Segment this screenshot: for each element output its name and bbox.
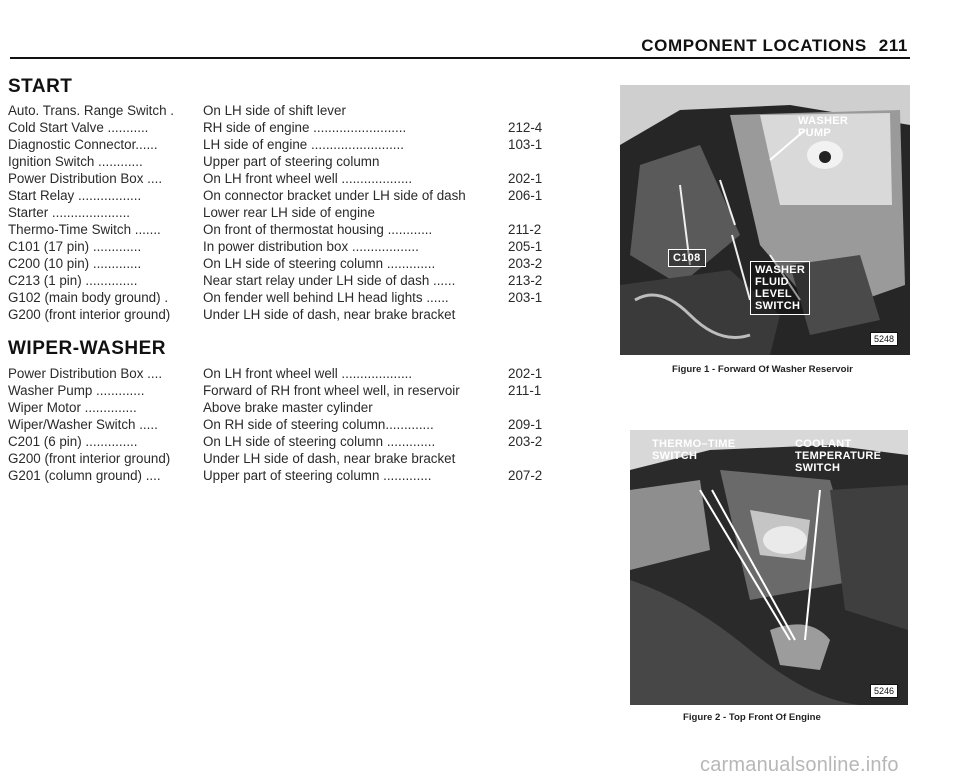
- component-name: Power Distribution Box ....: [8, 171, 163, 186]
- component-name: Starter .....................: [8, 205, 131, 220]
- label-coolant-temperature-switch: COOLANT TEMPERATURE SWITCH: [795, 438, 882, 474]
- component-name: Thermo-Time Switch .......: [8, 222, 161, 237]
- page-header: [641, 36, 908, 56]
- component-location: Upper part of steering column: [203, 154, 380, 169]
- component-page: 202-1: [508, 366, 543, 381]
- component-location: Under LH side of dash, near brake bracket: [203, 307, 456, 322]
- header-rule: [10, 57, 910, 59]
- component-entry: [8, 119, 568, 136]
- component-page: 213-2: [508, 273, 543, 288]
- figure-2-photo-number: 5246: [870, 684, 898, 698]
- component-entry: [8, 382, 568, 399]
- component-name: G102 (main body ground) .: [8, 290, 169, 305]
- component-location: On LH side of shift lever: [203, 103, 346, 118]
- component-entry: [8, 416, 568, 433]
- label-washer-pump: WASHER PUMP: [798, 115, 849, 139]
- component-location: On front of thermostat housing ............: [203, 222, 433, 237]
- component-entry: [8, 255, 568, 272]
- page-title: COMPONENT LOCATIONS: [641, 36, 867, 55]
- component-name: Auto. Trans. Range Switch .: [8, 103, 174, 118]
- component-page: 206-1: [508, 188, 543, 203]
- component-entry: [8, 399, 568, 416]
- component-entry: [8, 365, 568, 382]
- section-title-start: START: [8, 76, 73, 97]
- component-entry: [8, 272, 568, 289]
- component-entry: [8, 187, 568, 204]
- component-entry: [8, 136, 568, 153]
- component-name: C200 (10 pin) .............: [8, 256, 142, 271]
- component-location: LH side of engine .........................: [203, 137, 404, 152]
- start-entries: [8, 102, 568, 323]
- page-number: 211: [878, 36, 908, 55]
- component-name: Ignition Switch ............: [8, 154, 143, 169]
- component-name: Power Distribution Box ....: [8, 366, 163, 381]
- component-entry: [8, 306, 568, 323]
- component-entry: [8, 433, 568, 450]
- label-thermo-time-switch: THERMO–TIME SWITCH: [652, 438, 736, 462]
- component-location: Upper part of steering column .............: [203, 468, 432, 483]
- component-name: C201 (6 pin) ..............: [8, 434, 138, 449]
- component-page: 203-1: [508, 290, 543, 305]
- component-location: On connector bracket under LH side of dash: [203, 188, 466, 203]
- component-name: G201 (column ground) ....: [8, 468, 161, 483]
- wiper-washer-entries: [8, 365, 568, 484]
- component-entry: [8, 153, 568, 170]
- component-location: On RH side of steering column.............: [203, 417, 434, 432]
- component-name: Wiper Motor ..............: [8, 400, 137, 415]
- component-location: Forward of RH front wheel well, in reservoir: [203, 383, 460, 398]
- component-entry: [8, 204, 568, 221]
- figure-1-photo: [620, 85, 910, 355]
- component-location: On LH side of steering column .............: [203, 256, 436, 271]
- component-name: C101 (17 pin) .............: [8, 239, 142, 254]
- component-entry: [8, 170, 568, 187]
- component-name: Wiper/Washer Switch .....: [8, 417, 158, 432]
- component-entry: [8, 450, 568, 467]
- component-location: Under LH side of dash, near brake bracket: [203, 451, 456, 466]
- component-location: RH side of engine .........................: [203, 120, 407, 135]
- component-name: Diagnostic Connector......: [8, 137, 158, 152]
- component-entry: [8, 221, 568, 238]
- component-name: C213 (1 pin) ..............: [8, 273, 138, 288]
- component-name: G200 (front interior ground): [8, 451, 171, 466]
- component-page: 203-2: [508, 434, 543, 449]
- component-page: 211-2: [508, 222, 542, 237]
- label-washer-fluid-switch: WASHER FLUID LEVEL SWITCH: [750, 261, 810, 315]
- component-page: 103-1: [508, 137, 543, 152]
- component-location: Near start relay under LH side of dash ......: [203, 273, 456, 288]
- component-page: 209-1: [508, 417, 543, 432]
- component-location: On LH front wheel well ...................: [203, 366, 413, 381]
- component-name: Washer Pump .............: [8, 383, 145, 398]
- figure-1-caption: Figure 1 - Forward Of Washer Reservoir: [672, 364, 853, 375]
- figure-2-photo: [630, 430, 908, 705]
- figure-1-photo-number: 5248: [870, 332, 898, 346]
- component-location: Above brake master cylinder: [203, 400, 373, 415]
- component-name: Cold Start Valve ...........: [8, 120, 149, 135]
- footer-watermark: carmanualsonline.info: [700, 754, 899, 776]
- section-title-wiper-washer: WIPER-WASHER: [8, 338, 166, 359]
- component-page: 205-1: [508, 239, 543, 254]
- component-page: 212-4: [508, 120, 543, 135]
- component-entry: [8, 102, 568, 119]
- component-location: On LH front wheel well ...................: [203, 171, 413, 186]
- component-entry: [8, 238, 568, 255]
- component-page: 202-1: [508, 171, 543, 186]
- label-c108: C108: [668, 249, 706, 267]
- component-page: 211-1: [508, 383, 542, 398]
- component-page: 207-2: [508, 468, 543, 483]
- component-entry: [8, 467, 568, 484]
- component-location: On LH side of steering column .............: [203, 434, 436, 449]
- component-page: 203-2: [508, 256, 543, 271]
- component-entry: [8, 289, 568, 306]
- figure-2-caption: Figure 2 - Top Front Of Engine: [683, 712, 821, 723]
- component-location: Lower rear LH side of engine: [203, 205, 375, 220]
- component-location: In power distribution box ..................: [203, 239, 419, 254]
- component-name: Start Relay .................: [8, 188, 142, 203]
- component-location: On fender well behind LH head lights ......: [203, 290, 449, 305]
- component-name: G200 (front interior ground): [8, 307, 171, 322]
